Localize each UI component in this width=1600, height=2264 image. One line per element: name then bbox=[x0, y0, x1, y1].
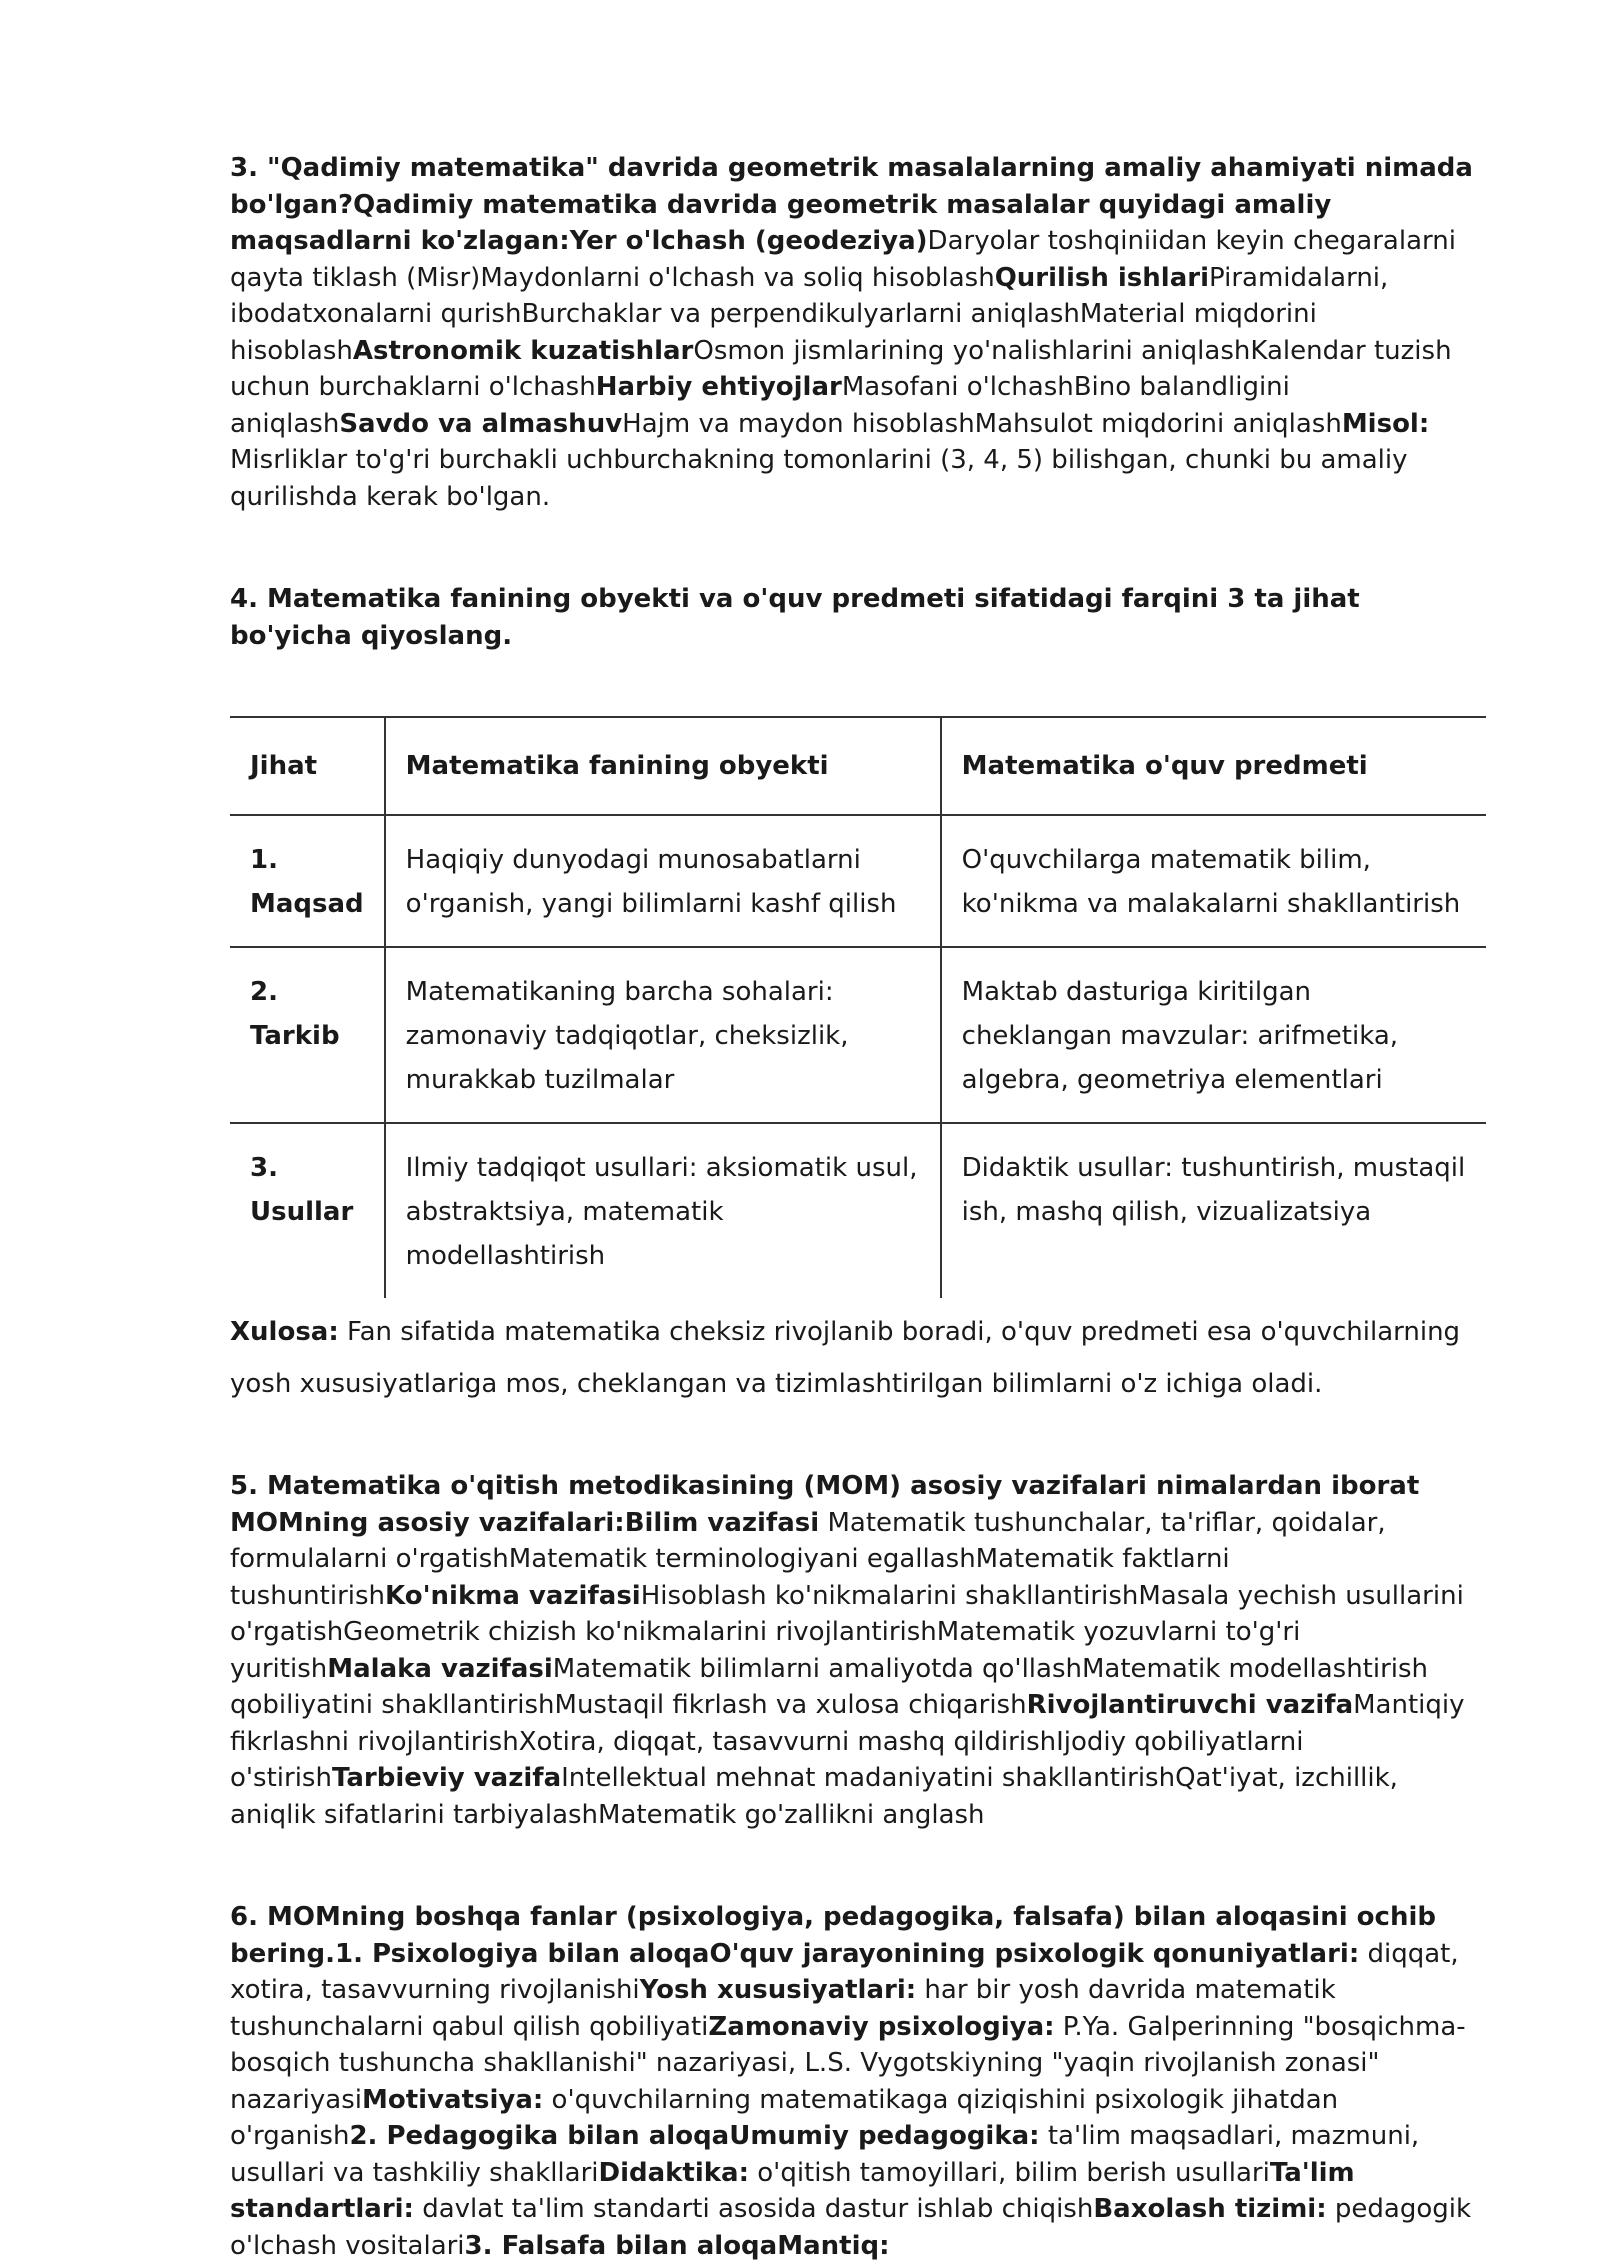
cell-obyekt: Ilmiy tadqiqot usullari: aksiomatik usul, abstraktsiya, matematik modellashtirish bbox=[385, 1123, 941, 1298]
section-6-text-7: davlat ta'lim standarti asosida dastur ishlab chiqish bbox=[413, 2194, 1094, 2224]
section-3-text-1: Daryolar toshqiniidan keyin chegaralarni qayta tiklash (Misr)Maydonlarni o'lchash va soliq hisoblash bbox=[230, 226, 1456, 293]
section-6-text-6: o'qitish tamoyillari, bilim berish usullari bbox=[749, 2157, 1270, 2188]
section-5-bold-3: Malaka vazifasi bbox=[327, 1653, 553, 1684]
conclusion-paragraph bbox=[230, 1306, 1486, 1410]
header-predmet: Matematika o'quv predmeti bbox=[961, 751, 1368, 781]
conclusion-label: Xulosa: bbox=[230, 1317, 339, 1347]
section-3-bold-3: Astronomik kuzatishlar bbox=[352, 335, 694, 366]
table-row bbox=[230, 1123, 1486, 1298]
section-6-text-2: har bir yosh davrida matematik tushunchalarni qabul qilish qobiliyati bbox=[230, 1975, 1336, 2042]
section-5-text-2: Hisoblash ko'nikmalarini shakllantirishMasala yechish usullarini o'rgatishGeometrik chizish ko'nikmalarini rivojlantirishMatematik yozuvlarni to'g'ri yuritish bbox=[230, 1580, 1464, 1684]
section-4-heading: 4. Matematika fanining obyekti va o'quv predmeti sifatidagi farqini 3 ta jihat bo'yicha qiyoslang. bbox=[230, 584, 1360, 651]
table-header-row bbox=[230, 717, 1486, 815]
section-6-paragraph bbox=[230, 1899, 1486, 2264]
section-5-bold-5: Tarbieviy vazifa bbox=[331, 1763, 562, 1793]
section-6-bold-4: Motivatsiya: bbox=[362, 2084, 544, 2115]
section-5-text-5: Intellektual mehnat madaniyatini shakllantirishQat'iyat, izchillik, aniqlik sifatlarini tarbiyalashMatematik go'zallikni anglash bbox=[230, 1763, 1398, 1830]
section-5-text-1: Matematik tushunchalar, ta'riflar, qoidalar, formulalarni o'rgatishMatematik terminologiyani egallashMatematik faktlarni tushuntirish bbox=[230, 1507, 1386, 1611]
section-3-text-3: Osmon jismlarining yo'nalishlarini aniqlashKalendar tuzish uchun burchaklarni o'lchash bbox=[230, 335, 1452, 402]
section-6-bold-6: Didaktika: bbox=[598, 2157, 749, 2188]
section-5-text-4: Mantiqiy fikrlashni rivojlantirishXotira, diqqat, tasavvurni mashq qildirishIjodiy qobiliyatlarni o'stirish bbox=[230, 1690, 1465, 1793]
section-6-text-4: o'quvchilarning matematikaga qiziqishini psixologik jihatdan o'rganish bbox=[230, 2084, 1339, 2151]
cell-predmet: O'quvchilarga matematik bilim, ko'nikma va malakalarni shakllantirish bbox=[961, 845, 1461, 919]
section-6-heading: 6. MOMning boshqa fanlar (psixologiya, pedagogika, falsafa) bilan aloqasini ochib bering.1. Psixologiya bilan aloqaO'quv jarayonining psixologik qonuniyatlari: bbox=[230, 1902, 1436, 1969]
table-row bbox=[230, 947, 1486, 1123]
section-6-text-8: pedagogik o'lchash vositalari bbox=[230, 2194, 1472, 2261]
cell-predmet: Didaktik usullar: tushuntirish, mustaqil ish, mashq qilish, vizualizatsiya bbox=[961, 1153, 1466, 1227]
cell-obyekt: Haqiqiy dunyodagi munosabatlarni o'rganish, yangi bilimlarni kashf qilish bbox=[385, 815, 941, 947]
section-3-bold-2: Qurilish ishlari bbox=[994, 262, 1209, 293]
section-3-text-4: Masofani o'lchashBino balandligini aniqlash bbox=[230, 372, 1290, 439]
section-3-bold-5: Savdo va almashuv bbox=[339, 408, 623, 439]
section-3-bold-4: Harbiy ehtiyojlar bbox=[595, 372, 842, 402]
cell-obyekt: Matematikaning barcha sohalari: zamonaviy tadqiqotlar, cheksizlik, murakkab tuzilmalar bbox=[385, 947, 941, 1123]
section-5-paragraph bbox=[230, 1468, 1486, 1833]
section-5-bold-2: Ko'nikma vazifasi bbox=[385, 1580, 641, 1611]
section-3-heading: 3. "Qadimiy matematika" davrida geometrik masalalarning amaliy ahamiyati nimada bo'lgan?Qadimiy matematika davrida geometrik masalalar quyidagi amaliy maqsadlarni ko'zlagan: bbox=[230, 153, 1473, 256]
section-5-heading: 5. Matematika o'qitish metodikasining (MOM) asosiy vazifalari nimalardan iborat MOMning asosiy vazifalari:Bilim vazifasi bbox=[230, 1471, 1420, 1538]
section-6-bold-7: Ta'lim standartlari: bbox=[230, 2157, 1355, 2224]
section-3-text-5: Hajm va maydon hisoblashMahsulot miqdorini aniqlash bbox=[622, 408, 1342, 439]
header-obyekt: Matematika fanining obyekti bbox=[385, 717, 941, 815]
section-6-text-5: ta'lim maqsadlari, mazmuni, usullari va tashkiliy shakllari bbox=[230, 2121, 1420, 2188]
table-row bbox=[230, 815, 1486, 947]
comparison-table bbox=[230, 716, 1486, 1298]
cell-jihat: 2. Tarkib bbox=[230, 947, 385, 1123]
section-6-bold-9: 3. Falsafa bilan aloqaMantiq: bbox=[464, 2230, 890, 2261]
conclusion-text: Fan sifatida matematika cheksiz rivojlanib boradi, o'quv predmeti esa o'quvchilarning yosh xususiyatlariga mos, cheklangan va tizimlashtirilgan bilimlarni o'z ichiga oladi. bbox=[230, 1317, 1461, 1399]
section-3-paragraph bbox=[230, 150, 1486, 515]
section-6-bold-2: Yosh xususiyatlari: bbox=[639, 1975, 917, 2005]
section-6-text-3: P.Ya. Galperinning "bosqichma-bosqich tushuncha shakllanishi" nazariyasi, L.S. Vygotskiyning "yaqin rivojlanish zonasi" nazariyasi bbox=[230, 2011, 1466, 2115]
section-6-bold-8: Baxolash tizimi: bbox=[1093, 2194, 1327, 2224]
cell-jihat: 3. Usullar bbox=[230, 1123, 385, 1298]
section-3-text-6: Misrliklar to'g'ri burchakli uchburchakning tomonlarini (3, 4, 5) bilishgan, chunki bu amaliy qurilishda kerak bo'lgan. bbox=[230, 445, 1408, 512]
cell-predmet: Maktab dasturiga kiritilgan cheklangan mavzular: arifmetika, algebra, geometriya elementlari bbox=[961, 977, 1399, 1095]
section-5-text-3: Matematik bilimlarni amaliyotda qo'llashMatematik modellashtirish qobiliyatini shakllantirishMustaqil fikrlash va xulosa chiqarish bbox=[230, 1653, 1429, 1720]
section-6-text-1: diqqat, xotira, tasavvurning rivojlanishi bbox=[230, 1938, 1459, 2005]
section-6-bold-3: Zamonaviy psixologiya: bbox=[708, 2011, 1055, 2042]
section-3-text-2: Piramidalarni, ibodatxonalarni qurishBurchaklar va perpendikulyarlarni aniqlashMaterial miqdorini hisoblash bbox=[230, 262, 1389, 366]
cell-jihat: 1. Maqsad bbox=[230, 815, 385, 947]
section-4-question bbox=[230, 581, 1486, 654]
section-6-bold-5: 2. Pedagogika bilan aloqaUmumiy pedagogika: bbox=[349, 2121, 1040, 2151]
section-3-bold-1: Yer o'lchash (geodeziya) bbox=[569, 226, 928, 256]
section-5-bold-4: Rivojlantiruvchi vazifa bbox=[1026, 1690, 1354, 1720]
section-3-bold-6: Misol: bbox=[1341, 408, 1430, 439]
header-jihat: Jihat bbox=[230, 717, 385, 815]
